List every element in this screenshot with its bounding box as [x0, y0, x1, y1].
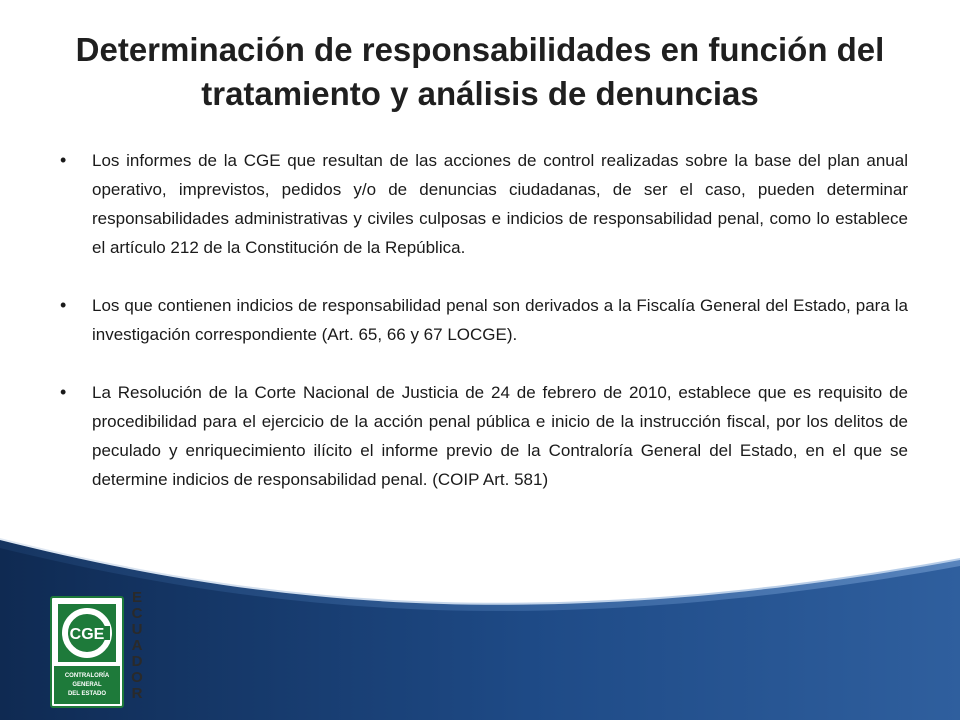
logo-monogram: CGE: [69, 626, 105, 643]
country-letter: O: [131, 669, 143, 686]
bullet-item: • Los informes de la CGE que resultan de las acciones de control realizadas sobre la base del plan anual operativo, imprevistos, pedidos y/o de denuncias ciudadanas, de ser el caso, pueden determinar responsabilidades administrativas y civiles culposas e indicios de responsabilidad penal, como lo establece el artículo 212 de la Constitución de la República.: [56, 146, 908, 262]
bullet-item: • Los que contienen indicios de responsabilidad penal son derivados a la Fiscalía General del Estado, para la investigación correspondiente (Art. 65, 66 y 67 LOCGE).: [56, 291, 908, 349]
logo-caption-line: CONTRALORÍA: [64, 672, 110, 679]
country-letter: U: [131, 621, 143, 638]
country-letter: D: [131, 653, 143, 670]
logo-caption: [54, 666, 120, 704]
cge-logo: [50, 590, 162, 708]
country-letter: A: [131, 637, 143, 654]
country-letter: C: [131, 605, 143, 622]
logo-country-vertical: [130, 590, 144, 702]
country-letter: E: [131, 589, 142, 606]
logo-caption-line: DEL ESTADO: [67, 690, 107, 697]
cge-emblem-icon: [58, 604, 116, 662]
logo-caption-line: GENERAL: [72, 681, 102, 688]
bullet-item: • La Resolución de la Corte Nacional de Justicia de 24 de febrero de 2010, establece que es requisito de procedibilidad para el ejercicio de la acción penal pública e inicio de la instrucción fiscal, por los delitos de peculado y enriquecimiento ilícito el informe previo de la Contraloría General del Estado, en el que se determine indicios de responsabilidad penal. (COIP Art. 581): [56, 378, 908, 494]
slide-title: Determinación de responsabilidades en función del tratamiento y análisis de denuncias: [75, 31, 885, 112]
logo-badge: [50, 596, 124, 708]
bullet-list: [56, 146, 908, 523]
country-letter: R: [131, 685, 143, 702]
